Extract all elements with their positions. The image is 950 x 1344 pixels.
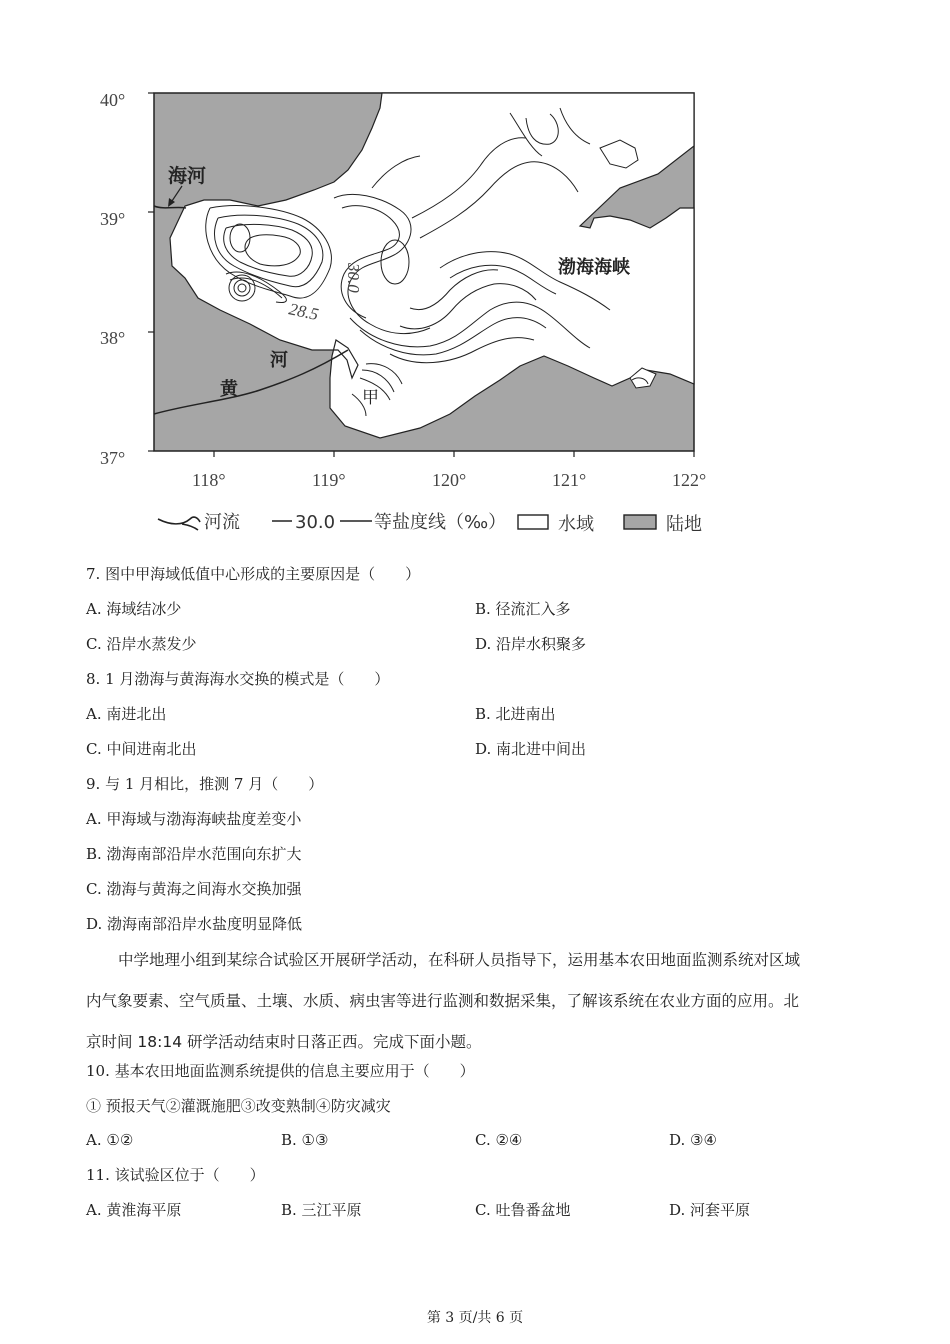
legend-water-text: 水域 — [558, 514, 594, 535]
lon-label-118: 118° — [192, 470, 226, 490]
q7-option-a[interactable]: A. 海域结冰少 — [86, 600, 182, 618]
q11-option-c[interactable]: C. 吐鲁番盆地 — [475, 1201, 571, 1219]
lon-label-120: 120° — [432, 470, 467, 490]
haihe-label: 海河 — [168, 165, 207, 187]
q8-option-a[interactable]: A. 南进北出 — [86, 705, 167, 723]
legend-river-text: 河流 — [204, 512, 240, 533]
q10-stem: 10. 基本农田地面监测系统提供的信息主要应用于（ ） — [86, 1062, 475, 1080]
lat-label-39: 39° — [100, 209, 126, 229]
q9-option-a[interactable]: A. 甲海域与渤海海峡盐度差变小 — [86, 810, 302, 828]
q7-option-d[interactable]: D. 沿岸水积聚多 — [475, 635, 587, 653]
q11-option-d[interactable]: D. 河套平原 — [669, 1201, 751, 1219]
legend-isoline-value: 30.0 — [295, 512, 336, 533]
lat-label-40: 40° — [100, 90, 126, 110]
q11-option-b[interactable]: B. 三江平原 — [281, 1201, 362, 1219]
passage-line-2: 内气象要素、空气质量、土壤、水质、病虫害等进行监测和数据采集，了解该系统在农业方面的应用。北 — [86, 992, 800, 1010]
contour-label-30-text: 30.0 — [344, 263, 363, 293]
bohai-salinity-map — [90, 78, 730, 548]
jia-label: 甲 — [362, 388, 379, 408]
legend-river-symbol — [158, 517, 200, 530]
q7-stem: 7. 图中甲海域低值中心形成的主要原因是（ ） — [86, 565, 421, 583]
legend-land-swatch — [624, 515, 656, 529]
lat-label-37: 37° — [100, 448, 126, 468]
q8-option-b[interactable]: B. 北进南出 — [475, 705, 556, 723]
lon-label-122: 122° — [672, 470, 707, 490]
q9-option-b[interactable]: B. 渤海南部沿岸水范围向东扩大 — [86, 845, 302, 863]
q9-option-d[interactable]: D. 渤海南部沿岸水盐度明显降低 — [86, 915, 303, 933]
strait-label: 渤海海峡 — [558, 257, 630, 278]
q8-stem: 8. 1 月渤海与黄海海水交换的模式是（ ） — [86, 670, 390, 688]
page-footer: 第 3 页/共 6 页 — [426, 1310, 524, 1326]
legend — [158, 512, 702, 535]
q8-option-d[interactable]: D. 南北进中间出 — [475, 740, 587, 758]
legend-water-swatch — [518, 515, 548, 529]
contour-label-30 — [344, 262, 363, 293]
q9-option-c[interactable]: C. 渤海与黄海之间海水交换加强 — [86, 880, 302, 898]
q11-stem: 11. 该试验区位于（ ） — [86, 1166, 265, 1184]
q10-option-c[interactable]: C. ②④ — [475, 1131, 523, 1149]
he-label: 河 — [270, 350, 288, 371]
contour-label-285: 28.5 — [287, 299, 321, 325]
q10-option-d[interactable]: D. ③④ — [669, 1131, 717, 1149]
lat-label-38: 38° — [100, 328, 126, 348]
q10-option-b[interactable]: B. ①③ — [281, 1131, 329, 1149]
q9-stem: 9. 与 1 月相比，推测 7 月（ ） — [86, 775, 324, 793]
lon-label-119: 119° — [312, 470, 346, 490]
huang-label: 黄 — [220, 379, 238, 400]
q10-options-line: ① 预报天气②灌溉施肥③改变熟制④防灾减灾 — [86, 1097, 391, 1115]
q7-option-b[interactable]: B. 径流汇入多 — [475, 600, 571, 618]
legend-land-text: 陆地 — [666, 514, 702, 535]
q10-option-a[interactable]: A. ①② — [86, 1131, 134, 1149]
q7-option-c[interactable]: C. 沿岸水蒸发少 — [86, 635, 197, 653]
q11-option-a[interactable]: A. 黄淮海平原 — [86, 1201, 182, 1219]
q8-option-c[interactable]: C. 中间进南北出 — [86, 740, 197, 758]
legend-isoline-text: 等盐度线（‰） — [374, 512, 507, 533]
passage-line-1: 中学地理小组到某综合试验区开展研学活动，在科研人员指导下，运用基本农田地面监测系统对区域 — [118, 951, 801, 969]
passage — [86, 940, 866, 1063]
lon-label-121: 121° — [552, 470, 587, 490]
passage-line-3: 京时间 18:14 研学活动结束时日落正西。完成下面小题。 — [86, 1033, 482, 1051]
